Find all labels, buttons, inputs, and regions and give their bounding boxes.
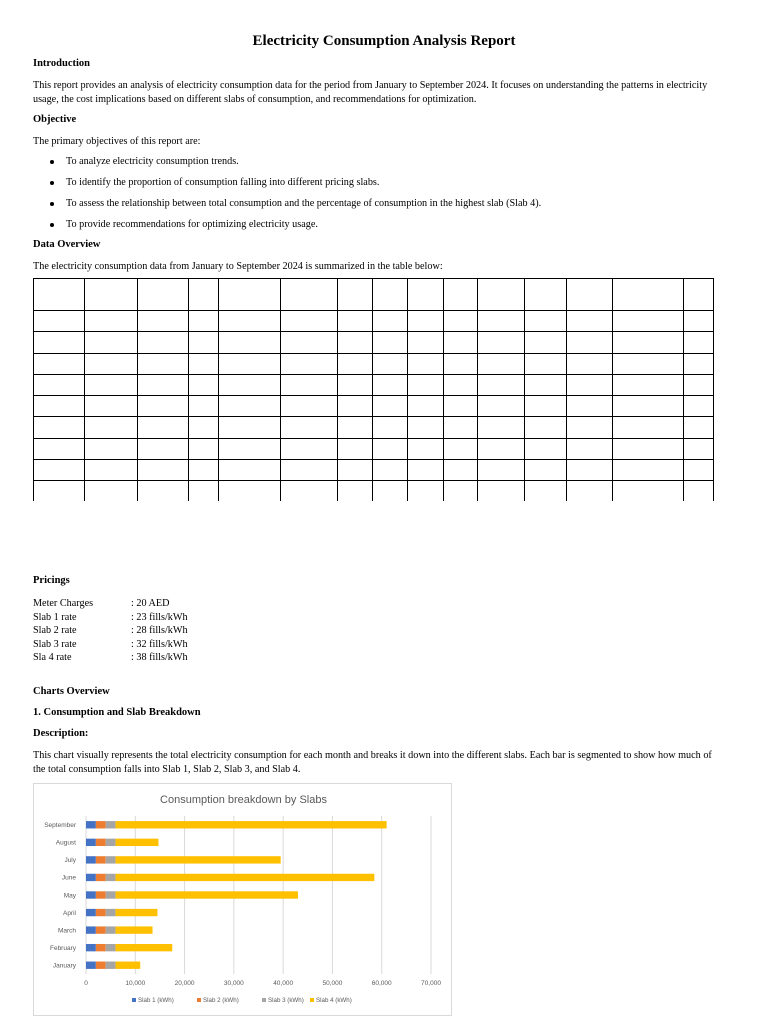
bar-segment [86,944,96,951]
pricing-row [33,638,333,652]
bar-segment [86,926,96,933]
x-tick-label: 20,000 [174,980,195,987]
pricing-label: Sla 4 rate [33,652,72,664]
bar-segment [96,839,106,846]
data-overview-text: The electricity consumption data from January to September 2024 is summarized in the table below: [33,261,443,272]
bar-segment [116,874,375,881]
y-category-label: May [63,892,76,900]
data-overview-heading: Data Overview [33,239,101,250]
legend-entry: Slab 1 (kWh) [138,997,174,1004]
chart-subheading: 1. Consumption and Slab Breakdown [33,707,201,718]
x-tick-label: 0 [84,980,88,987]
x-tick-label: 70,000 [421,980,441,987]
bar-segment [86,891,96,898]
bar-segment [106,821,116,828]
bar-segment [106,839,116,846]
objective-list [33,151,541,235]
bar-segment [106,926,116,933]
bar-segment [96,821,106,828]
pricing-label: Slab 3 rate [33,638,77,650]
pricing-value: : 23 fills/kWh [131,611,188,623]
consumption-chart-svg [34,784,453,1017]
y-category-label: June [61,874,76,882]
pricing-row [33,597,333,611]
y-category-label: January [52,962,76,970]
pricings-list [33,597,333,665]
objective-item: To analyze electricity consumption trends. [33,151,541,172]
y-category-label: July [64,857,76,865]
y-category-label: March [57,927,76,935]
bar-segment [116,962,141,969]
x-tick-label: 10,000 [125,980,146,987]
bar-segment [116,891,298,898]
y-category-label: April [62,909,76,917]
pricings-heading: Pricings [33,575,70,586]
bar-segment [116,821,387,828]
bar-segment [96,909,106,916]
report-title: Electricity Consumption Analysis Report [252,33,516,49]
bar-segment [96,874,106,881]
pricing-label: Slab 2 rate [33,625,77,637]
bar-segment [106,891,116,898]
bar-segment [86,856,96,863]
chart-title: Consumption breakdown by Slabs [160,794,327,806]
bar-segment [86,962,96,969]
y-category-label: February [49,944,76,952]
x-tick-label: 40,000 [273,980,294,987]
pricing-row [33,651,333,665]
x-tick-label: 50,000 [322,980,343,987]
bar-segment [106,944,116,951]
legend-entry: Slab 2 (kWh) [203,997,239,1004]
bar-segment [96,926,106,933]
bar-segment [86,874,96,881]
legend-entry: Slab 4 (kWh) [316,997,352,1004]
introduction-heading: Introduction [33,58,90,69]
objective-item: To assess the relationship between total consumption and the percentage of consumption in the highest slab (Slab 4). [33,193,541,214]
x-tick-label: 30,000 [223,980,244,987]
legend-swatch [132,998,136,1002]
charts-overview-heading: Charts Overview [33,686,110,697]
pricing-value: : 32 fills/kWh [131,638,188,650]
pricing-value: : 38 fills/kWh [131,652,188,664]
bar-segment [96,962,106,969]
pricing-value: : 20 AED [131,598,170,609]
legend-swatch [197,998,201,1002]
pricing-label: Meter Charges [33,598,94,609]
bar-segment [96,856,106,863]
bar-segment [106,874,116,881]
bar-segment [116,909,158,916]
bar-segment [116,944,173,951]
legend-swatch [262,998,266,1002]
pricing-row [33,611,333,625]
bar-segment [116,856,281,863]
bar-segment [86,909,96,916]
bar-segment [116,839,159,846]
objective-item: To identify the proportion of consumption falling into different pricing slabs. [33,172,541,193]
data-table-grid [33,278,714,501]
bar-segment [106,856,116,863]
objective-lead: The primary objectives of this report are: [33,136,201,147]
bar-segment [106,962,116,969]
bar-segment [96,891,106,898]
objective-item: To provide recommendations for optimizing electricity usage. [33,214,541,235]
legend-swatch [310,998,314,1002]
introduction-text: This report provides an analysis of electricity consumption data for the period from January to September 2024. It focuses on understanding the patterns in electricity usage, the cost implications based on different slabs of consumption, and recommendations for optimization. [33,80,708,105]
pricing-label: Slab 1 rate [33,611,77,623]
bar-segment [116,926,153,933]
bar-segment [96,944,106,951]
bar-segment [106,909,116,916]
legend-entry: Slab 3 (kWh) [268,997,304,1004]
consumption-chart [33,783,452,1016]
bar-segment [86,821,96,828]
description-label: Description: [33,728,89,739]
x-tick-label: 60,000 [371,980,392,987]
bar-segment [86,839,96,846]
objective-heading: Objective [33,114,77,125]
y-category-label: September [44,822,76,830]
pricing-value: : 28 fills/kWh [131,625,188,637]
chart-description: This chart visually represents the total electricity consumption for each month and breaks it down into the different slabs. Each bar is segmented to show how much of the total consumption falls into Slab 1, Slab 2, Slab 3, and Slab 4. [33,750,712,775]
pricing-row [33,624,333,638]
y-category-label: August [55,839,76,847]
